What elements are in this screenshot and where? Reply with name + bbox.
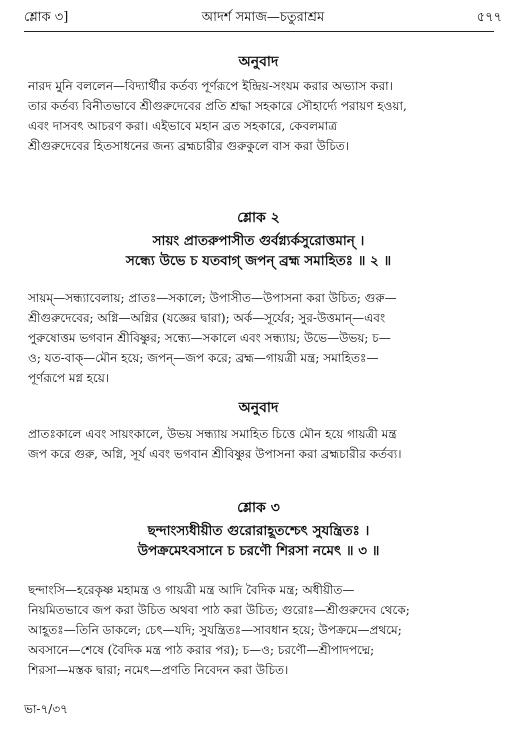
- sanskrit-verse: [0, 231, 517, 271]
- verse-line: ছন্দাংস্যধীয়ীত গুরোরাহূতশ্চেৎ সুযন্ত্রিতঃ ।: [147, 523, 370, 539]
- synonyms-paragraph: [28, 288, 493, 388]
- text-line: এবং দাসবৎ আচরণ করা। এইভাবে মহান ব্রত সহকারে, কেবলমাত্র: [28, 119, 338, 133]
- header-divider: [24, 31, 494, 32]
- verse-line: সায়ং প্রাতরুপাসীত গুর্বগ্ন্যর্কসুরোত্তমান্ ।: [152, 233, 365, 249]
- text-line: ছন্দাংসি—হরেকৃষ্ণ মহামন্ত্র ও গায়ত্রী মন্ত্র আদি বৈদিক মন্ত্র; অধীয়ীত—: [28, 583, 355, 597]
- text-line: শ্রীগুরুদেবের হিতসাধনের জন্য ব্রহ্মচারীর গুরুকুলে বাস করা উচিত।: [28, 139, 350, 153]
- text-line: তার কর্তব্য বিনীতভাবে শ্রীগুরুদেবের প্রতি শ্রদ্ধা সহকারে সৌহার্দ্যে পরায়ণ হওয়া,: [28, 99, 407, 113]
- text-line: শিরসা—মস্তক দ্বারা; নমেৎ—প্রণতি নিবেদন করা উচিত।: [28, 663, 289, 677]
- translation-paragraph: [28, 424, 493, 464]
- synonyms-paragraph: [28, 580, 493, 680]
- verse-line: সন্ধ্যে উভে চ যতবাগ্ জপন্ ব্রহ্ম সমাহিতঃ ॥ ২ ॥: [125, 253, 392, 269]
- text-line: ও; যত-বাক্—মৌন হয়ে; জপন্—জপ করে; ব্রহ্ম—গায়ত্রী মন্ত্র; সমাহিতঃ—: [28, 351, 379, 365]
- text-line: প্রাতঃকালে এবং সায়ংকালে, উভয় সন্ধ্যায় সমাহিত চিত্তে মৌন হয়ে গায়ত্রী মন্ত্র: [28, 427, 397, 441]
- chapter-title: আদর্শ সমাজ—চতুরাশ্রম: [201, 10, 325, 25]
- text-line: নারদ মুনি বললেন—বিদ্যার্থীর কর্তব্য পূর্ণরূপে ইন্দ্রিয়-সংযম করার অভ্যাস করা।: [28, 79, 393, 93]
- text-line: পূর্ণরূপে মগ্ন হয়ে।: [28, 371, 110, 385]
- verse-heading: শ্লোক ৩: [237, 500, 280, 516]
- running-header: [24, 10, 502, 32]
- text-line: শ্রীগুরুদেবের; অগ্নি—অগ্নির (যজ্ঞের দ্বারা); অর্ক—সূর্যের; সুর-উত্তমান্—এবং: [28, 311, 386, 325]
- text-line: নিয়মিতভাবে জপ করা উচিত অথবা পাঠ করা উচিত; গুরোঃ—শ্রীগুরুদেব থেকে;: [28, 603, 410, 617]
- signature-mark: ভা-৭/৩৭: [24, 702, 68, 716]
- text-line: পুরুষোত্তম ভগবান শ্রীবিষ্ণুর; সন্ধ্যে—সকালে এবং সন্ধ্যায়; উভে—উভয়; চ—: [28, 331, 391, 345]
- sanskrit-verse: [0, 521, 517, 561]
- text-line: জপ করে গুরু, অগ্নি, সূর্য এবং ভগবান শ্রীবিষ্ণুর উপাসনা করা ব্রহ্মচারীর কর্তব্য।: [28, 447, 402, 461]
- text-line: আহূতঃ—তিনি ডাকলে; চেৎ—যদি; সুযন্ত্রিতঃ—সাবধান হয়ে; উপক্রমে—প্রথমে;: [28, 623, 402, 637]
- translation-heading: অনুবাদ: [238, 54, 279, 70]
- verse-reference: শ্লোক ৩]: [24, 10, 69, 25]
- text-line: অবসানে—শেষে (বৈদিক মন্ত্র পাঠ করার পর); চ—ও; চরণৌ—শ্রীপাদপদ্মে;: [28, 643, 375, 657]
- verse-heading: শ্লোক ২: [237, 210, 280, 226]
- translation-paragraph: [28, 76, 493, 156]
- page-number: ৫৭৭: [476, 10, 502, 25]
- translation-heading: অনুবাদ: [238, 400, 279, 416]
- verse-line: উপক্রমেঽবসানে চ চরণৌ শিরসা নমেৎ ॥ ৩ ॥: [137, 543, 380, 559]
- text-line: সায়ম্—সন্ধ্যাবেলায়; প্রাতঃ—সকালে; উপাসীত—উপাসনা করা উচিত; গুরু—: [28, 291, 397, 305]
